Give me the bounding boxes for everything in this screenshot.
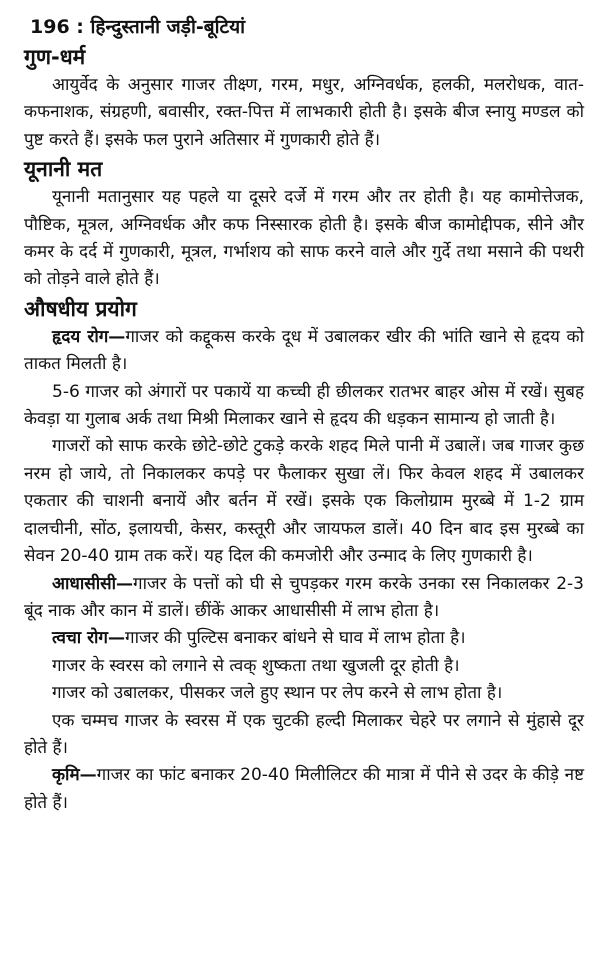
heading-unani-mat: यूनानी मत — [24, 157, 103, 182]
paragraph-gun-dharm: आयुर्वेद के अनुसार गाजर तीक्ष्ण, गरम, मधुर, अग्निवर्धक, हलकी, मलरोधक, वात-कफनाशक, संग्रहणी, बवासीर, रक्त-पित्त में लाभकारी होती है। इसके बीज स्नायु मण्डल को पुष्ट करते हैं। इसके फल पुराने अतिसार में गुणकारी होते हैं। — [24, 75, 584, 150]
term-adhasisi: आधासीसी— — [52, 573, 134, 594]
running-head: 196 : हिन्दुस्तानी जड़ी-बूटियां — [30, 16, 246, 38]
term-hriday-rog: हृदय रोग— — [52, 326, 126, 347]
term-tvacha-rog: त्वचा रोग— — [52, 628, 126, 649]
paragraph-angare: 5-6 गाजर को अंगारों पर पकायें या कच्ची ही छीलकर रातभर बाहर ओस में रखें। सुबह केवड़ा या गुलाब अर्क तथा मिश्री मिलाकर खाने से हृदय की धड़कन सामान्य हो जाती है। — [24, 381, 584, 430]
paragraph-adhasisi — [24, 571, 584, 626]
heading-gun-dharm: गुण-धर्म — [24, 45, 86, 69]
paragraph-haldi: एक चम्मच गाजर के स्वरस में एक चुटकी हल्दी मिलाकर चेहरे पर लगाने से मुंहासे दूर होते हैं। — [24, 710, 584, 758]
paragraph-jale-sthan: गाजर को उबालकर, पीसकर जले हुए स्थान पर लेप करने से लाभ होता है। — [52, 683, 503, 704]
term-krimi: कृमि— — [52, 765, 97, 786]
paragraph-tvacha-rog — [24, 625, 584, 652]
paragraph-unani-mat: यूनानी मतानुसार यह पहले या दूसरे दर्जे में गरम और तर होती है। यह कामोत्तेजक, पौष्टिक, मूत्रल, अग्निवर्धक और कफ निस्सारक होती है। इसके बीज कामोद्दीपक, सीने और कमर के दर्द में गुणकारी, मूत्रल, गर्भाशय को साफ करने वाले और गुर्दे तथा मसाने की पथरी को तोड़ने वाले होते हैं। — [24, 187, 584, 290]
text-adhasisi: गाजर के पत्तों को घी से चुपड़कर गरम करके उनका रस निकालकर 2-3 बूंद नाक और कान में डालें। छींकें आकर आधासीसी में लाभ होता है। — [24, 573, 584, 621]
paragraph-hriday-rog — [24, 324, 584, 379]
text-hriday-rog: गाजर को कद्दूकस करके दूध में उबालकर खीर की भांति खाने से हृदय को ताकत मिलती है। — [24, 326, 584, 375]
heading-aushadhiya-prayog: औषधीय प्रयोग — [24, 296, 137, 321]
paragraph-krimi — [24, 762, 584, 817]
text-tvacha-rog: गाजर की पुल्टिस बनाकर बांधने से घाव में लाभ होता है। — [125, 628, 466, 649]
paragraph-murabba: गाजरों को साफ करके छोटे-छोटे टुकड़े करके शहद मिले पानी में उबालें। जब गाजर कुछ नरम हो जाये, तो निकालकर कपड़े पर फैलाकर सुखा लें। फिर केवल शहद में उबालकर एकतार की चाशनी बनायें और बर्तन में रखें। इसके एक किलोग्राम मुरब्बे में 1-2 ग्राम दालचीनी, सोंठ, इलायची, केसर, कस्तूरी और जायफल डालें। 40 दिन बाद इस मुरब्बे का सेवन 20-40 ग्राम तक करें। यह दिल की कमजोरी और उन्माद के लिए गुणकारी है। — [24, 436, 584, 567]
book-page — [24, 14, 584, 817]
text-krimi: गाजर का फांट बनाकर 20-40 मिलीलिटर की मात्रा में पीने से उदर के कीड़े नष्ट होते हैं। — [24, 765, 584, 813]
paragraph-swaras: गाजर के स्वरस को लगाने से त्वक् शुष्कता तथा खुजली दूर होती है। — [52, 655, 460, 676]
